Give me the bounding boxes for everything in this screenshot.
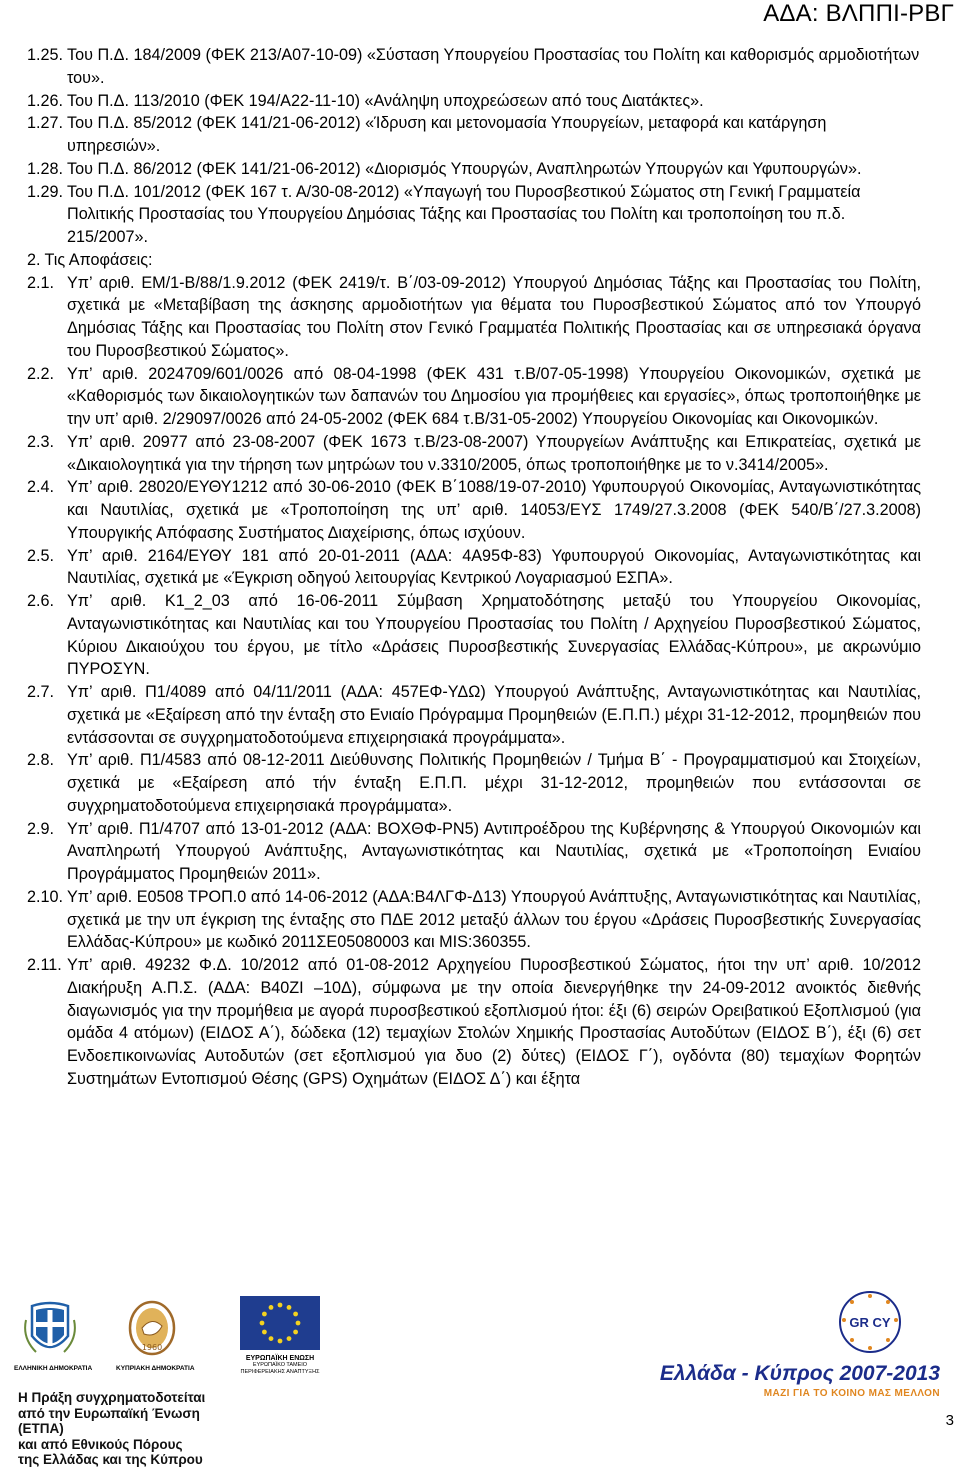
page-footer	[0, 1290, 960, 1467]
item-text: Τις Αποφάσεις:	[44, 250, 153, 269]
item-number: 1.27.	[27, 114, 64, 133]
ada-code: ΑΔΑ: ΒΛΠΠΙ-ΡΒΓ	[763, 0, 954, 27]
item-number: 2.1.	[27, 273, 55, 292]
item-number: 2.4.	[27, 478, 55, 497]
page-number: 3	[945, 1412, 954, 1429]
item-number: 2.11.	[27, 956, 62, 974]
list-item	[27, 90, 921, 113]
grcy-badge-logo	[838, 1290, 902, 1354]
list-item	[27, 545, 921, 591]
item-text: Του Π.Δ. 86/2012 (ΦΕΚ 141/21-06-2012) «Διορισμός Υπουργών, Αναπληρωτών Υπουργών και Υφυπουργών».	[67, 159, 862, 178]
list-item	[27, 431, 921, 477]
cyprus-emblem-logo	[116, 1298, 195, 1372]
list-item	[27, 181, 921, 249]
greek-emblem-logo	[14, 1300, 93, 1372]
item-number: 1.28.	[27, 159, 64, 178]
list-item	[27, 681, 921, 749]
item-number: 2.9.	[27, 819, 55, 838]
list-item	[27, 590, 921, 681]
programme-title: Ελλάδα - Κύπρος 2007-2013	[659, 1362, 940, 1385]
funding-line-2: από την Ευρωπαϊκή Ένωση (ΕΤΠΑ)	[18, 1405, 200, 1436]
item-text: Υπ’ αριθ. Π1/4707 από 13-01-2012 (ΑΔΑ: ΒΟΧΘΦ-ΡΝ5) Αντιπροέδρου της Κυβέρνησης & Υπουργού Οικονομιών και Αναπληρωτή Υπουργού Ανάπτυξης, Ανταγωνιστικότητας και Ναυτιλίας, σχετικά με «Τροποποίηση Ενιαίου Προγράμματος Προμηθειών 2011».	[67, 819, 921, 883]
list-item	[27, 112, 921, 158]
item-text: Υπ’ αριθ. 49232 Φ.Δ. 10/2012 από 01-08-2012 Αρχηγείου Πυροσβεστικού Σώματος, ήτοι την υπ’ αριθ. 10/2012 Διακήρυξη Α.Π.Σ. (ΑΔΑ: Β40ΖΙ –10Δ), σύμφωνα με την οποία διενεργήθηκε την 24-09-2012 ανοικτός διεθνής διαγωνισμός για την προμήθεια με αγορά πυροσβεστικού εξοπλισμού ήτοι: έξι (6) σειρών Ορειβατικού Εξοπλισμού (για ομάδα 4 ατόμων) (ΕΙΔΟΣ Α΄), δώδεκα (12) τεμαχίων Στολών Χημικής Προστασίας Αυτοδύτων (ΕΙΔΟΣ Β΄), έξι (6) σετ Ενδοεπικοινωνίας Αυτοδυτών (σετ εξοπλισμού για δυο (2) δύτες) (ΕΙΔΟΣ Γ΄), ογδόντα (80) τεμαχίων Φορητών Συστημάτων Εντοπισμού Θέσης (GPS) Οχημάτων (ΕΙΔΟΣ Δ΄) και έξητα	[67, 956, 921, 1088]
grcy-badge-text: GR CY	[849, 1315, 891, 1330]
item-text: Υπ’ αριθ. 2164/ΕΥΘΥ 181 από 20-01-2011 (ΑΔΑ: 4Α95Φ-83) Υφυπουργού Οικονομίας, Ανταγωνιστικότητας και Ναυτιλίας, σχετικά με «Έγκριση οδηγού λειτουργίας Κεντρικού Λογαριασμού ΕΣΠΑ».	[67, 546, 921, 588]
svg-text:1960: 1960	[141, 1343, 163, 1352]
cyprus-emblem-caption: ΚΥΠΡΙΑΚΗ ΔΗΜΟΚΡΑΤΙΑ	[116, 1365, 195, 1372]
list-item	[27, 158, 921, 181]
item-text: Του Π.Δ. 184/2009 (ΦΕΚ 213/Α07-10-09) «Σύσταση Υπουργείου Προστασίας του Πολίτη και καθορισμός αρμοδιοτήτων του».	[67, 46, 920, 87]
funding-line-4: της Ελλάδας και της Κύπρου	[18, 1452, 203, 1467]
item-number: 2.8.	[27, 751, 55, 770]
item-number: 1.25.	[27, 46, 64, 64]
item-number: 2.5.	[27, 546, 55, 565]
eu-flag-icon	[240, 1296, 320, 1350]
eu-flag-logo	[230, 1296, 330, 1384]
item-text: Υπ’ αριθ. ΕΜ/1-Β/88/1.9.2012 (ΦΕΚ 2419/τ. Β΄/03-09-2012) Υπουργού Δημόσιας Τάξης και Προστασίας του Πολίτη, σχετικά με «Μεταβίβαση της άσκησης αρμοδιοτήτων για θέματα του Πυροσβεστικού Σώματος από τον Υπουργό Δημόσιας Τάξης και Προστασίας του Πολίτη στον Γενικό Γραμματέα Πολιτικής Προστασίας και σε υπηρεσιακά όργανα του Πυροσβεστικού Σώματος».	[67, 273, 921, 360]
funding-note	[18, 1390, 228, 1468]
list-item	[27, 476, 921, 544]
item-number: 2.10.	[27, 887, 64, 906]
item-text: Υπ’ αριθ. 2024709/601/0026 από 08-04-1998 (ΦΕΚ 431 τ.Β/07-05-1998) Υπουργείου Οικονομικών, σχετικά με «Καθορισμός των δικαιολογητικών των δαπανών του Δημοσίου για προμήθειες και εργασίες», όπως τροποποιήθηκε με την υπ’ αριθ. 2/29097/0026 από 24-05-2002 (ΦΕΚ 684 τ.Β/31-05-2002) Υπουργείου Οικονομίας και Οικονομικών.	[67, 364, 921, 428]
eu-fund-caption: ΕΥΡΩΠΑΪΚΟ ΤΑΜΕΙΟ ΠΕΡΙΦΕΡΕΙΑΚΗΣ ΑΝΑΠΤΥΞΗΣ	[240, 1362, 320, 1375]
item-text: Υπ’ αριθ. 28020/ΕΥΘΥ1212 από 30-06-2010 (ΦΕΚ Β΄1088/19-07-2010) Υφυπουργού Οικονομίας, Ανταγωνιστικότητας και Ναυτιλίας, σχετικά με «Τροποποίηση της υπ’ αριθ. 14053/ΕΥΣ 1749/27.3.2008 (ΦΕΚ 540/Β΄/27.3.2008) Υπουργικής Απόφασης Συστήματος Διαχείρισης, όπως ισχύουν.	[67, 478, 921, 542]
item-text: Υπ’ αριθ. Κ1_2_03 από 16-06-2011 Σύμβαση Χρηματοδότησης μεταξύ του Υπουργείου Οικονομίας, Ανταγωνιστικότητας και Ναυτιλίας και του Υπουργείου Προστασίας του Πολίτη / Αρχηγείου Πυροσβεστικού Σώματος, Κύριου Δικαιούχου του έργου, με τίτλο «Δράσεις Πυροσβεστικής Συνεργασίας Ελλάδας-Κύπρου», με ακρωνύμιο ΠΥΡΟΣΥΝ.	[67, 592, 921, 679]
item-number: 2.6.	[27, 592, 55, 610]
item-text: Υπ’ αριθ. Π1/4089 από 04/11/2011 (ΑΔΑ: 457ΕΦ-ΥΔΩ) Υπουργού Ανάπτυξης, Ανταγωνιστικότητας και Ναυτιλίας, σχετικά με «Εξαίρεση από την ένταξη στο Ενιαίο Πρόγραμμα Προμηθειών (Ε.Π.Π.) μέχρι 31-12-2012, προμηθειών που εντάσσονται σε συγχρηματοδοτούμενα επιχειρησιακά προγράμματα».	[67, 683, 921, 747]
list-item	[27, 44, 921, 90]
list-item	[27, 749, 921, 817]
funding-line-1: Η Πράξη συγχρηματοδοτείται	[18, 1390, 206, 1405]
programme-logo	[640, 1362, 940, 1399]
list-item	[27, 954, 921, 1091]
item-number: 2.2.	[27, 364, 55, 383]
item-text: Υπ’ αριθ. Π1/4583 από 08-12-2011 Διεύθυνσης Πολιτικής Προμηθειών / Τμήμα Β΄ - Προγραμματισμού και Στοιχείων, σχετικά με «Εξαίρεση από τήν ένταξη Ε.Π.Π. μέχρι 31-12-2012, προμηθειών που εντάσσονται σε συγχρηματοδοτούμενα επιχειρησιακά προγράμματα».	[67, 751, 921, 815]
cyprus-emblem-icon	[124, 1298, 180, 1360]
list-item	[27, 818, 921, 886]
item-number: 2.7.	[27, 683, 55, 701]
item-number: 2.	[27, 250, 41, 269]
funding-line-3: και από Εθνικούς Πόρους	[18, 1436, 183, 1452]
list-item	[27, 272, 921, 363]
item-text: Υπ’ αριθ. 20977 από 23-08-2007 (ΦΕΚ 1673 τ.Β/23-08-2007) Υπουργείων Ανάπτυξης και Επικρατείας, σχετικά με «Δικαιολογητικά για την τήρηση των μητρώων του ν.3310/2005, όπως τροποποιήθηκε με το ν.3414/2005».	[67, 432, 921, 474]
eu-caption: ΕΥΡΩΠΑΪΚΗ ΕΝΩΣΗ	[245, 1355, 315, 1362]
list-item	[27, 363, 921, 431]
grcy-badge-icon	[838, 1290, 902, 1354]
list-item	[27, 886, 921, 954]
item-text: Του Π.Δ. 113/2010 (ΦΕΚ 194/Α22-11-10) «Ανάληψη υποχρεώσεων από τους Διατάκτες».	[67, 91, 704, 110]
item-number: 1.29.	[27, 182, 64, 201]
item-number: 2.3.	[27, 432, 55, 451]
item-text: Του Π.Δ. 85/2012 (ΦΕΚ 141/21-06-2012) «Ίδρυση και μετονομασία Υπουργείων, μεταφορά και κατάργηση υπηρεσιών».	[67, 114, 827, 155]
greek-emblem-icon	[22, 1300, 78, 1360]
item-text: Του Π.Δ. 101/2012 (ΦΕΚ 167 τ. Α/30-08-2012) «Υπαγωγή του Πυροσβεστικού Σώματος στη Γενική Γραμματεία Πολιτικής Προστασίας του Υπουργείου Δημόσιας Τάξης και Προστασίας του Πολίτη και τροποποίηση του π.δ. 215/2007».	[67, 182, 861, 246]
greek-emblem-caption: ΕΛΛΗΝΙΚΗ ΔΗΜΟΚΡΑΤΙΑ	[14, 1365, 93, 1372]
item-number: 1.26.	[27, 91, 64, 110]
item-text: Υπ’ αριθ. Ε0508 ΤΡΟΠ.0 από 14-06-2012 (ΑΔΑ:Β4ΛΓΦ-Δ13) Υπουργού Ανάπτυξης, Ανταγωνιστικότητας και Ναυτιλίας, σχετικά με την υπ έγκριση της ένταξης στο ΠΔΕ 2012 μεταξύ άλλων του έργου «Δράσεις Πυροσβεστικής Συνεργασίας Ελλάδας-Κύπρου» με κωδικό 2011ΣΕ05080003 και MIS:360355.	[67, 887, 921, 952]
programme-slogan: ΜΑΖΙ ΓΙΑ ΤΟ ΚΟΙΝΟ ΜΑΣ ΜΕΛΛΟΝ	[763, 1388, 940, 1399]
list-item	[27, 249, 921, 272]
document-body	[27, 44, 921, 1091]
